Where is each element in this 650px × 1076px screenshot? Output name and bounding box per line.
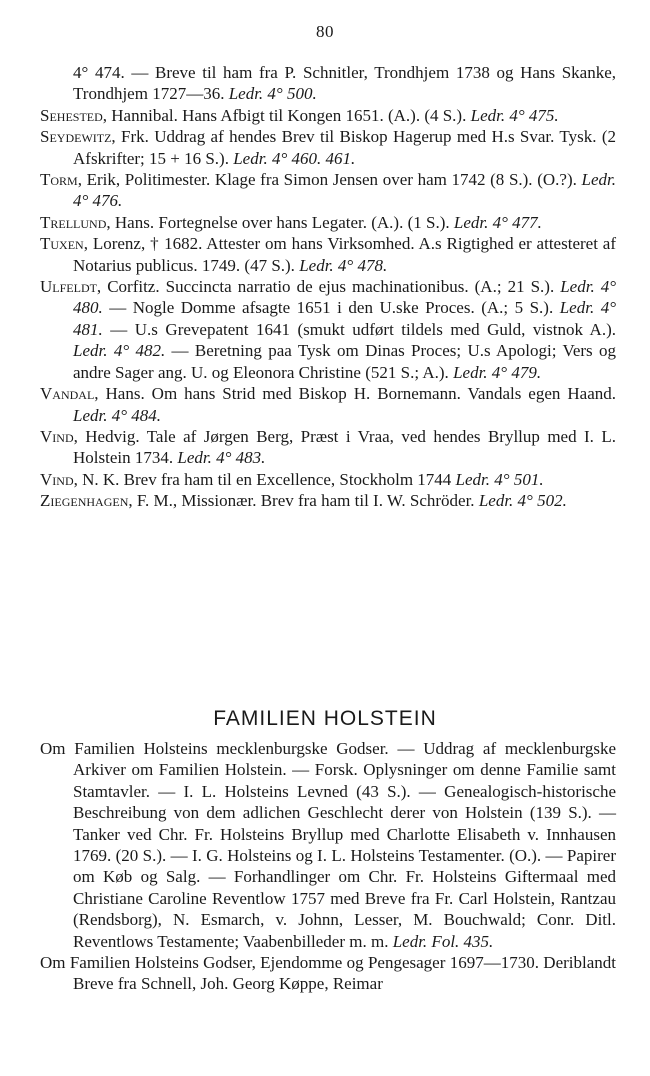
entry-name: Vind,: [40, 426, 78, 446]
catalog-entry-seydewitz: [40, 126, 616, 169]
entry-reference: Ledr. 4° 475.: [470, 105, 559, 125]
entry-reference: Ledr. 4° 478.: [299, 255, 388, 275]
entry-text: Erik, Politimester. Klage fra Simon Jensen over ham 1742 (8 S.). (O.?).: [81, 170, 582, 190]
entry-text: Hannibal. Hans Afbigt til Kongen 1651. (A.). (4 S.).: [107, 105, 471, 125]
entry-reference: Ledr. 4° 460. 461.: [233, 148, 356, 168]
catalog-entry-ziegenhagen: [40, 490, 616, 511]
entry-name: Torm,: [40, 170, 82, 190]
page-number: 80: [316, 22, 334, 41]
catalog-entry-trellund: [40, 212, 616, 233]
entry-text: Hedvig. Tale af Jørgen Berg, Præst i Vraa, ved hendes Bryllup med I. L. Holstein 1734.: [73, 426, 616, 468]
entry-reference: Ledr. 4° 484.: [73, 405, 162, 425]
entry-reference: Ledr. 4° 501.: [455, 469, 544, 489]
catalog-entry-vandal: [40, 383, 616, 426]
catalog-entry-continued: [40, 62, 616, 105]
entry-name: Ziegenhagen,: [40, 491, 133, 511]
entry-text: — Beretning paa Tysk om Dinas Proces; U.s Apologi; Vers og andre Sager ang. U. og Eleonora Christine (521 S.; A.).: [73, 341, 617, 382]
entry-text: F. M., Missionær. Brev fra ham til I. W. Schröder.: [132, 491, 479, 511]
entry-text: Hans. Om hans Strid med Biskop H. Bornemann. Vandals egen Haand.: [98, 384, 616, 404]
entry-name: Seydewitz,: [40, 127, 116, 147]
entry-reference: Ledr. 4° 477.: [453, 212, 542, 232]
entry-name: Sehested,: [40, 105, 108, 125]
entry-text: N. K. Brev fra ham til en Excellence, Stockholm 1744: [77, 469, 456, 489]
entry-name: Vind,: [40, 469, 78, 489]
entry-reference: Ledr. 4° 476.: [73, 170, 616, 211]
entry-reference: Ledr. 4° 482.: [73, 341, 166, 361]
entry-text: Lorenz, † 1682. Attester om hans Virksomhed. A.s Rigtighed er attesteret af Notarius publicus. 1749. (47 S.).: [73, 234, 616, 275]
catalog-entry-sehested: [40, 105, 616, 126]
entry-text: Frk. Uddrag af hendes Brev til Biskop Hagerup med H.s Svar. Tysk. (2 Afskrifter; 15 + 16 S.).: [73, 127, 616, 168]
catalog-entries: [40, 62, 616, 512]
catalog-entry-vind-hedvig: [40, 426, 616, 469]
entry-text: — U.s Grevepatent 1641 (smukt udført tildels med Guld, vistnok A.).: [102, 319, 616, 339]
section-heading: FAMILIEN HOLSTEIN: [213, 707, 437, 731]
holstein-entry-mecklenburg: [40, 738, 616, 952]
entry-name: Ulfeldt,: [40, 277, 102, 297]
entry-reference: Ledr. 4° 480.: [73, 277, 617, 318]
catalog-entry-tuxen: [40, 233, 616, 276]
entry-text: Hans. Fortegnelse over hans Legater. (A.). (1 S.).: [110, 212, 454, 232]
entry-text: — Nogle Domme afsagte 1651 i den U.ske Proces. (A.; 5 S.).: [102, 298, 560, 318]
catalog-entry-torm: [40, 169, 616, 212]
entry-reference: Ledr. 4° 479.: [453, 362, 542, 382]
entry-name: Tuxen,: [40, 234, 88, 254]
catalog-entry-ulfeldt: [40, 276, 616, 383]
catalog-entry-vind-nk: [40, 469, 616, 490]
entry-reference: Ledr. 4° 483.: [177, 448, 266, 468]
entry-reference: Ledr. 4° 502.: [478, 491, 567, 511]
holstein-entries: [40, 738, 616, 995]
entry-name: Vandal,: [40, 384, 99, 404]
holstein-entry-godser: [40, 952, 616, 995]
entry-reference: Ledr. Fol. 435.: [392, 931, 494, 951]
entry-reference: Ledr. 4° 481.: [73, 298, 616, 339]
entry-text: Om Familien Holsteins mecklenburgske Godser. — Uddrag af mecklenburgske Arkiver om Familien Holstein. — Forsk. Oplysninger om denne Familie samt Stamtavler. — I. L. Holsteins Levned (43 S.). — Genealogisch-historische Beschreibung von dem adlichen Geschlecht derer von Holstein (139 S.). — Tanker ved Chr. Fr. Holsteins Bryllup med Charlotte Elisabeth v. Innhausen 1769. (20 S.). — I. G. Holsteins og I. L. Holsteins Testamenter. (O.). — Papirer om Køb og Salg. — Forhandlinger om Chr. Fr. Holsteins Giftermaal med Christiane Caroline Reventlow 1757 med Breve fra Fr. Carl Holstein, Rantzau (Rendsborg), N. Esmarch, v. Johnn, Lesser, M. Bouchwald; Conr. Ditl. Reventlows Testamente; Vaabenbilleder m. m.: [40, 739, 616, 951]
entry-reference: Ledr. 4° 500.: [228, 84, 317, 104]
entry-text: 4° 474. — Breve til ham fra P. Schnitler, Trondhjem 1738 og Hans Skanke, Trondhjem 1727—36.: [73, 63, 616, 104]
entry-name: Trellund,: [40, 212, 111, 232]
entry-text: Corfitz. Succincta narratio de ejus machinationibus. (A.; 21 S.).: [101, 277, 561, 297]
entry-text: Om Familien Holsteins Godser, Ejendomme og Pengesager 1697—1730. Deriblandt Breve fra Schnell, Joh. Georg Køppe, Reimar: [40, 953, 616, 994]
